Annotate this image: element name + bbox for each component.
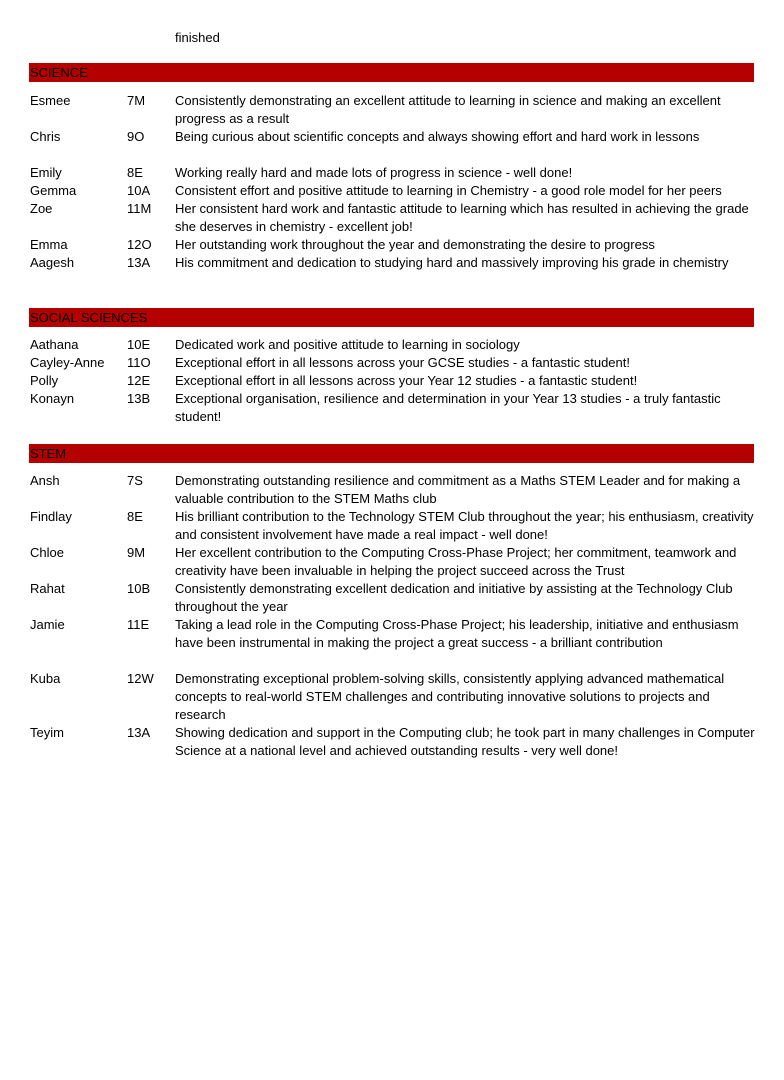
student-name: Polly	[30, 373, 59, 388]
student-name: Cayley-Anne	[30, 355, 105, 370]
student-name: Findlay	[30, 509, 72, 524]
student-name: Jamie	[30, 617, 65, 632]
student-name: Konayn	[30, 391, 75, 406]
student-form: 12E	[127, 373, 151, 388]
award-description: Working really hard and made lots of progress in science - well done!	[175, 165, 573, 180]
section-heading-band	[29, 444, 754, 463]
student-name: Aathana	[30, 337, 79, 352]
student-form: 11E	[127, 617, 150, 632]
award-description: Consistently demonstrating an excellent attitude to learning in science and making an excellent progress as a result	[175, 93, 721, 126]
student-form: 12O	[127, 237, 152, 252]
student-name: Gemma	[30, 183, 77, 198]
section-heading-band	[29, 63, 754, 82]
student-name: Rahat	[30, 581, 65, 596]
award-description: His brilliant contribution to the Technology STEM Club throughout the year; his enthusiasm, creativity and consistent involvement have made a real impact - well done!	[175, 509, 754, 542]
student-form: 9O	[127, 129, 145, 144]
student-name: Ansh	[30, 473, 60, 488]
student-form: 11M	[127, 201, 152, 216]
award-description: Demonstrating outstanding resilience and commitment as a Maths STEM Leader and for making a valuable contribution to the STEM Maths club	[175, 473, 741, 506]
student-form: 10B	[127, 581, 151, 596]
award-description: Showing dedication and support in the Computing club; he took part in many challenges in Computer Science at a national level and achieved outstanding results - very well done!	[175, 725, 755, 758]
award-description: Demonstrating exceptional problem-solving skills, consistently applying advanced mathematical concepts to real-world STEM challenges and contributing innovative solutions to projects and research	[175, 671, 725, 722]
section-heading: SCIENCE	[30, 65, 88, 80]
award-description: Dedicated work and positive attitude to learning in sociology	[175, 337, 520, 352]
award-description: Exceptional effort in all lessons across your Year 12 studies - a fantastic student!	[175, 373, 638, 388]
section-heading-band	[29, 308, 754, 327]
student-name: Chloe	[30, 545, 64, 560]
student-name: Emma	[30, 237, 68, 252]
award-description: Her excellent contribution to the Computing Cross-Phase Project; her commitment, teamwork and creativity have been invaluable in helping the project succeed across the Trust	[175, 545, 737, 578]
student-form: 10E	[127, 337, 151, 352]
student-form: 12W	[127, 671, 154, 686]
student-form: 10A	[127, 183, 151, 198]
student-form: 8E	[127, 509, 143, 524]
section-heading: SOCIAL SCIENCES	[30, 310, 148, 325]
award-description: Her outstanding work throughout the year and demonstrating the desire to progress	[175, 237, 655, 252]
award-description: Consistently demonstrating excellent dedication and initiative by assisting at the Technology Club throughout the year	[175, 581, 733, 614]
award-description: Exceptional organisation, resilience and determination in your Year 13 studies - a truly fantastic student!	[175, 391, 721, 424]
student-form: 7S	[127, 473, 143, 488]
student-name: Chris	[30, 129, 61, 144]
student-form: 8E	[127, 165, 143, 180]
student-form: 7M	[127, 93, 146, 108]
award-description: Her consistent hard work and fantastic attitude to learning which has resulted in achieving the grade she deserves in chemistry - excellent job!	[175, 201, 749, 234]
award-description: Being curious about scientific concepts and always showing effort and hard work in lessons	[175, 129, 700, 144]
student-form: 13B	[127, 391, 151, 406]
student-form: 13A	[127, 725, 151, 740]
award-description: Exceptional effort in all lessons across your GCSE studies - a fantastic student!	[175, 355, 630, 370]
continuation-text: finished	[175, 30, 220, 45]
student-form: 13A	[127, 255, 151, 270]
section-heading: STEM	[30, 446, 67, 461]
award-description: Consistent effort and positive attitude to learning in Chemistry - a good role model for her peers	[175, 183, 722, 198]
student-name: Emily	[30, 165, 62, 180]
student-form: 9M	[127, 545, 146, 560]
student-name: Teyim	[30, 725, 64, 740]
student-name: Kuba	[30, 671, 61, 686]
award-description: Taking a lead role in the Computing Cross-Phase Project; his leadership, initiative and enthusiasm have been instrumental in making the project a great success - a brilliant contribution	[175, 617, 739, 650]
award-description: His commitment and dedication to studying hard and massively improving his grade in chemistry	[175, 255, 729, 270]
student-name: Aagesh	[30, 255, 75, 270]
student-form: 11O	[127, 355, 151, 370]
student-name: Zoe	[30, 201, 53, 216]
student-name: Esmee	[30, 93, 71, 108]
